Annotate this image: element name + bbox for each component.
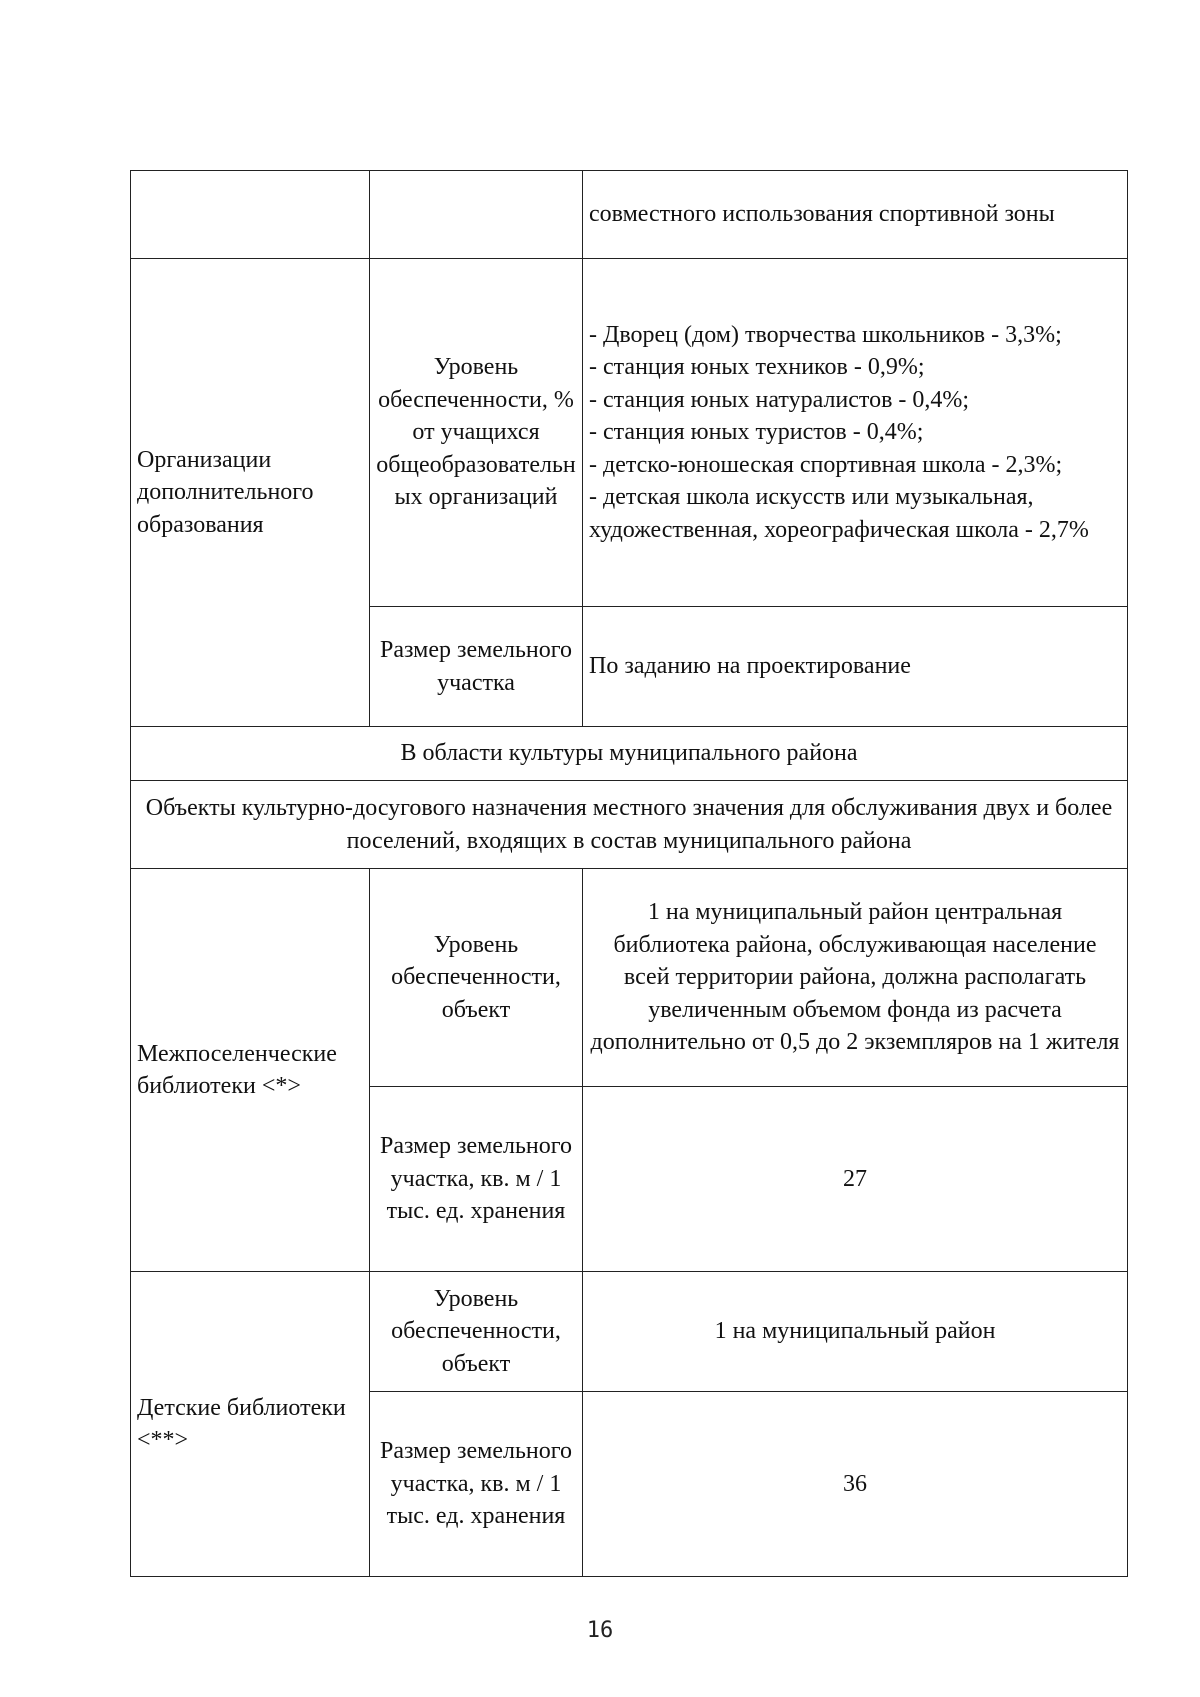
category-name: Организации дополнительного образования (137, 446, 314, 538)
section-subheader: Объекты культурно-досугового назначения местного значения для обслуживания двух и более поселений, входящих в состав муниципального района (145, 795, 1113, 854)
indicator-cell (370, 1087, 583, 1272)
table-row (131, 259, 1128, 607)
table-row (131, 171, 1128, 259)
empty-cell (131, 171, 370, 259)
section-subheader-cell (131, 781, 1128, 869)
indicator-label: Уровень обеспеченности, объект (391, 931, 561, 1023)
value-text: 1 на муниципальный район (714, 1318, 996, 1345)
value-text: 1 на муниципальный район центральная библиотека района, обслуживающая население всей территории района, должна располагать увеличенным объемом фонда из расчета дополнительно от 0,5 до 2 экземпляров на 1 жителя (590, 899, 1120, 1056)
table-row (131, 781, 1128, 869)
section-header-cell (131, 727, 1128, 781)
indicator-label: Уровень обеспеченности, % от учащихся общеобразовательных организаций (376, 354, 576, 511)
value-cell (583, 869, 1128, 1087)
table-row (131, 727, 1128, 781)
indicator-cell (370, 869, 583, 1087)
list-item: - станция юных техников - 0,9%; (589, 354, 925, 381)
list-item: - Дворец (дом) творчества школьников - 3,3%; (589, 321, 1062, 348)
norms-table (130, 170, 1128, 1577)
value-number: 27 (843, 1165, 867, 1192)
table-row (131, 1272, 1128, 1392)
continued-text: совместного использования спортивной зоны (589, 201, 1055, 228)
indicator-label: Уровень обеспеченности, объект (391, 1285, 561, 1377)
continued-text-cell (583, 171, 1128, 259)
indicator-cell (370, 259, 583, 607)
indicator-label: Размер земельного участка, кв. м / 1 тыс. ед. хранения (380, 1438, 572, 1530)
list-item: - детско-юношеская спортивная школа - 2,3%; (589, 451, 1063, 478)
empty-cell (370, 171, 583, 259)
value-text: По заданию на проектирование (589, 653, 911, 680)
indicator-label: Размер земельного участка (380, 637, 572, 696)
list-item: - станция юных натуралистов - 0,4%; (589, 386, 970, 413)
value-number: 36 (843, 1470, 867, 1497)
value-list-cell (583, 259, 1128, 607)
category-cell (131, 869, 370, 1272)
section-header: В области культуры муниципального района (400, 740, 858, 767)
indicator-cell (370, 607, 583, 727)
indicator-cell (370, 1272, 583, 1392)
value-cell (583, 1392, 1128, 1577)
list-item: - станция юных туристов - 0,4%; (589, 419, 924, 446)
value-cell (583, 1272, 1128, 1392)
indicator-cell (370, 1392, 583, 1577)
page-number: 16 (586, 1618, 614, 1643)
category-name: Межпоселенческие библиотеки <*> (137, 1040, 337, 1099)
table-row (131, 869, 1128, 1087)
category-cell (131, 1272, 370, 1577)
category-name: Детские библиотеки <**> (137, 1394, 346, 1453)
indicator-label: Размер земельного участка, кв. м / 1 тыс. ед. хранения (380, 1133, 572, 1225)
list-item: - детская школа искусств или музыкальная, художественная, хореографическая школа - 2,7% (589, 484, 1089, 543)
value-cell (583, 607, 1128, 727)
value-cell (583, 1087, 1128, 1272)
category-cell (131, 259, 370, 727)
